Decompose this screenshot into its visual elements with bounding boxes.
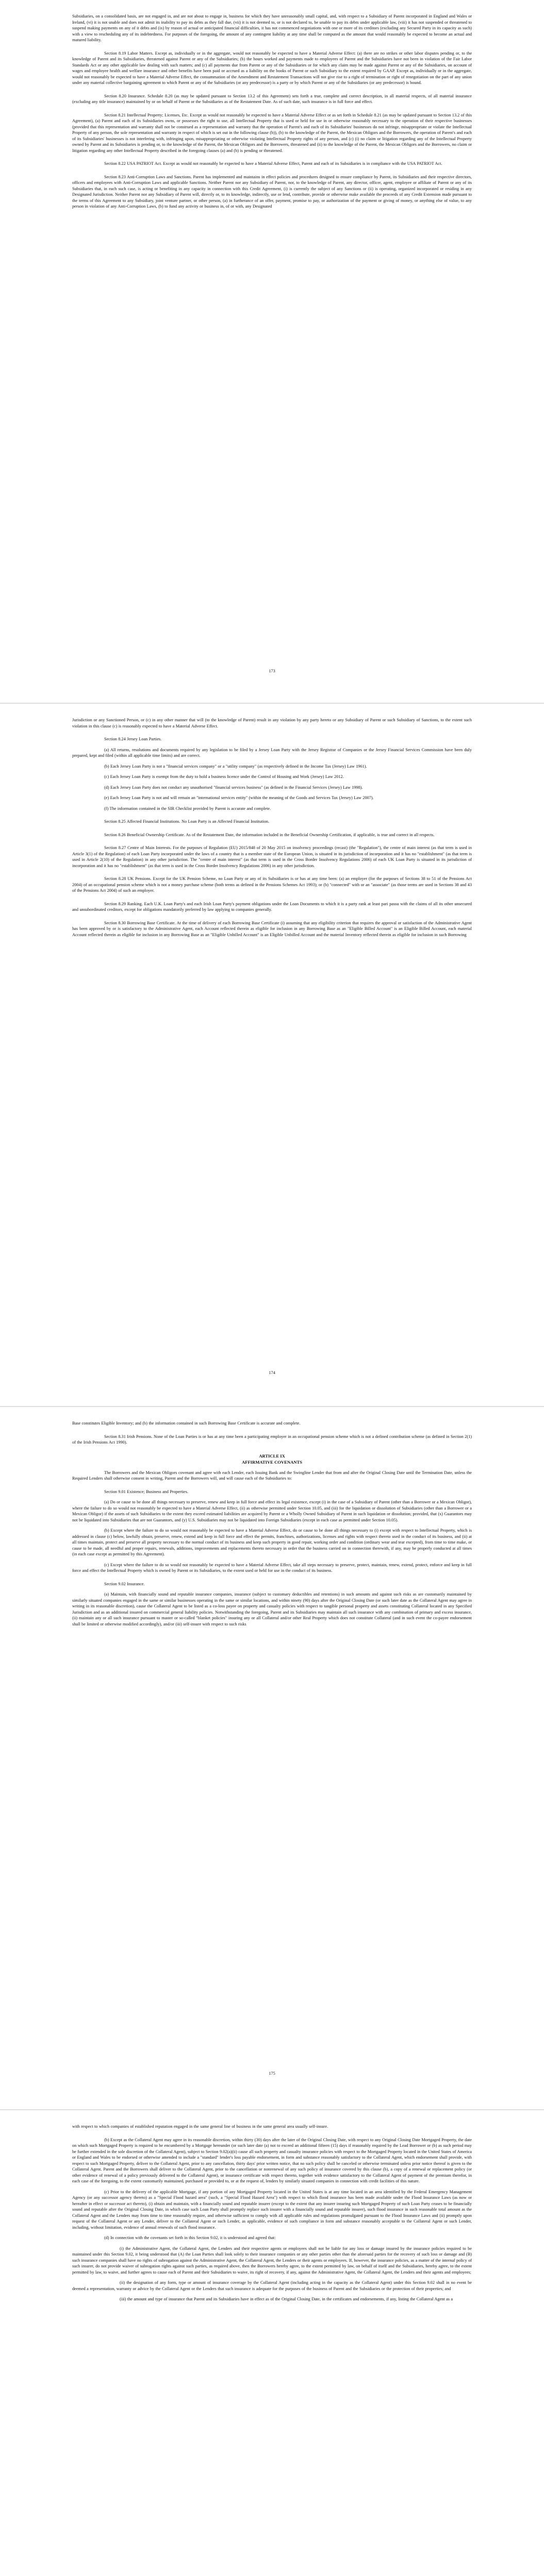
section-9-02-a: (a) Maintain, with financially sound and reputable insurance companies, insurance (subject to customary deductibles and retentions) in such amounts and against such risks as are customarily maintained by similarly situated companies engaged in the same or similar businesses operating in the same or similar locations, and within ninety (90) days after the Original Closing Date (or such later date as the Collateral Agent may agree in writing in its reasonable discretion), cause the Collateral Agent to be listed as a co-loss payee on property and casualty policies with respect to tangible personal property and assets constituting Collateral located in any Specified Jurisdiction and as an additional insured on commercial general liability policies. Notwithstanding the foregoing, Parent and its Subsidiaries may maintain all such insurance with any combination of primary and excess insurance, (ii) maintain any or all such insurance pursuant to master or so-called "blanket policies" insuring any or all Collateral and/or other Real Property which does not constitute Collateral (and in such event the co-payee endorsement shall be limited or otherwise modified accordingly), and/or (iii) self-insure with respect to such risks <box>72 1592 472 1626</box>
document-page-173 <box>0 0 544 703</box>
section-8-20-insurance: Section 8.20 Insurance. Schedule 8.20 (as may be updated pursuant to Section 13.2 of this Agreement) sets forth a true, complete and correct description, in all material respects, of all material insurance (excluding any title insurance) maintained by or on behalf of Parent or the Subsidiaries as of the Restatement Date. As of such date, such insurance is in full force and effect. <box>72 93 472 104</box>
page-number: 175 <box>269 2071 275 2076</box>
paragraph-solvency-continued: Subsidiaries, on a consolidated basis, are not engaged in, and are not about to engage in, business for which they have unreasonably small capital, and, with respect to a Subsidiary of Parent incorporated in England and Wales or Ireland, (vi) it is not unable and does not admit its inability to pay its debts as they fall due, (vii) it is not deemed to, or is not declared to, be unable to pay its debts under applicable law, (viii) it has not suspended or threatened to suspend making payments on any of it debts and (ix) by reason of actual or anticipated financial difficulties, it has not commenced negotiations with one or more of its creditors (excluding any Secured Party in its capacity as such) with a view to rescheduling any of its indebtedness. For purposes of the foregoing, the amount of any contingent liability at any time shall be computed as the amount that would reasonably be expected to become an actual and matured liability. <box>72 14 472 42</box>
section-8-25-affected-financial-institutions: Section 8.25 Affected Financial Institutions. No Loan Party is an Affected Financial Institution. <box>104 819 270 824</box>
article-number: ARTICLE IX <box>259 1453 285 1459</box>
section-8-30-borrowing-base-certificate: Section 8.30 Borrowing Base Certificate. At the time of delivery of each Borrowing Base Certificate (i) assuming that any eligibility criterion that requires the approval or satisfaction of the Administrative Agent has been approved by or is satisfactory to the Administrative Agent, each Account reflected therein as eligible for inclusion in any Borrowing Base as an "Eligible Billed Account" is an Eligible Billed Account, each material Account reflected therein as eligible for inclusion in any Borrowing Base as an "Eligible Unbilled Account" is an Eligible Unbilled Account and the material Inventory reflected therein as eligible for inclusion in such Borrowing <box>72 920 472 937</box>
section-9-01-b: (b) Except where the failure to do so would not reasonably be expected to have a Material Adverse Effect, do or cause to be done all things necessary to (i) except with respect to Intellectual Property, which is addressed in clause (c) below, lawfully obtain, preserve, renew, extend and keep in full force and effect the permits, franchises, authorizations, licenses and rights with respect thereto used in the conduct of its business, and (ii) at all times maintain, protect and preserve all property necessary to the normal conduct of its business and keep such property in good repair, working order and condition (ordinary wear and tear excepted), from time to time make, or cause to be made, all needful and proper repairs, renewals, additions, improvements and replacements thereto necessary in order that the business carried on in connection therewith, if any, may be properly conducted at all times (in each case except as permitted by this Agreement). <box>72 1528 472 1556</box>
section-9-02-heading: Section 9.02 Insurance. <box>104 1581 145 1586</box>
paragraph-borrowing-base-continued: Base constitutes Eligible Inventory; and (b) the information contained in such Borrowing Base Certificate is accurate and complete. <box>72 1421 301 1426</box>
section-8-23-anti-corruption: Section 8.23 Anti-Corruption Laws and Sanctions. Parent has implemented and maintains in effect policies and procedures designed to ensure compliance by Parent, its Subsidiaries and their respective directors, officers and employees with Anti-Corruption Laws and applicable Sanctions. Neither Parent nor any Subsidiary of Parent, nor, to the knowledge of Parent, any director, officer, agent, employee or affiliate of Parent or any of its Subsidiaries that, in each such case, is acting or benefiting in any capacity in connection with this Credit Agreement, (i) is currently the subject of any Sanctions or (ii) is operating, organized incorporated or residing in any Designated Jurisdiction. Neither Parent nor any Subsidiary of Parent will, directly or, to its knowledge, indirectly, use or lend, contribute, provide or otherwise make available the proceeds of any Credit Extension made pursuant to the terms of this Agreement to any Subsidiary, joint venture partner, or other person, (a) in furtherance of an offer, payment, promise to pay, or authorization of the payment or giving of money, or anything else of value, to any person in violation of any Anti-Corruption Laws, (b) to fund any activity or business in, of or with, any Designated <box>72 174 472 209</box>
section-9-02-d-ii: (ii) the designation of any form, type or amount of insurance coverage by the Collateral Agent (including acting in the capacity as the Collateral Agent) under this Section 9.02 shall in no event be deemed a representation, warranty or advice by the Collateral Agent or the Lenders that such insurance is adequate for the purposes of the business of Parent and the Subsidiaries or the protection of their properties; and <box>72 2280 472 2291</box>
section-8-28-uk-pensions: Section 8.28 UK Pensions. Except for the UK Pension Scheme, no Loan Party or any of its Subsidiaries is or has at any time been: (a) an employer (for the purposes of Sections 38 to 51 of the Pensions Act 2004) of an occupational pension scheme which is not a money purchase scheme (both terms as defined in the Pensions Schemes Act 1993); or (b) "connected" with or an "associate" (as those terms are used in Sections 38 and 43 of the Pensions Act 2004) of such an employer. <box>72 876 472 893</box>
section-8-22-usa-patriot-act: Section 8.22 USA PATRIOT Act. Except as would not reasonably be expected to have a Material Adverse Effect, Parent and each of its Subsidiaries is in compliance with the USA PATRIOT Act. <box>104 161 442 166</box>
section-9-01-c: (c) Except where the failure to do so would not reasonably be expected to have a Material Adverse Effect, take all steps necessary to preserve, protect, maintain, renew, extend, protect, enforce and keep in full force and effect the Intellectual Property which is owned by Parent or its Subsidiaries, to the extent used or held for use in the conduct of its business. <box>72 1562 472 1573</box>
document-page-175 <box>0 1407 544 2110</box>
section-8-24-d: (d) Each Jersey Loan Party does not conduct any unauthorised "financial services business" (as defined in the Financial Services (Jersey) Law 1998). <box>104 785 363 790</box>
section-8-21-intellectual-property: Section 8.21 Intellectual Property; Licenses, Etc. Except as would not reasonably be expected to have a Material Adverse Effect or as set forth in Schedule 8.21 (as may be updated pursuant to Section 13.2 of this Agreement), (a) Parent and each of its Subsidiaries owns, or possesses the right to use, all Intellectual Property that is used or held for use in or otherwise reasonably necessary to the operation of their respective businesses (provided that this representation and warranty shall not be construed as a representation and warranty that the operation of Parent's and each of its Subsidiaries' businesses do not infringe, misappropriate or violate the Intellectual Property of any person, the sole representation and warranty in respect of which is set out in the following clause (b)), (b) to the knowledge of the Parent, the Mexican Obligors and the Borrowers, the operation of Parent's and each of its Subsidiaries' businesses is not interfering with, infringing upon, misappropriating or otherwise violating Intellectual Property rights of any person, and (c) (i) no claim or litigation regarding any of the Intellectual Property owned by Parent and its Subsidiaries is pending or, to the knowledge of the Parent, the Mexican Obligors and the Borrowers, threatened and (ii) to the knowledge of the Parent, the Mexican Obligors and the Borrowers, no claim or litigation regarding any other Intellectual Property described in the foregoing clauses (a) and (b) is pending or threatened. <box>72 112 472 153</box>
page-number: 174 <box>269 1370 275 1375</box>
section-8-31-irish-pensions: Section 8.31 Irish Pensions. None of the Loan Parties is or has at any time been a participating employer in an occupational pension scheme which is not a defined contribution scheme (as defined in Section 2(1) of the Irish Pensions Act 1990). <box>72 1434 472 1445</box>
section-8-24-f: (f) The information contained in the SIR Checklist provided by Parent is accurate and complete. <box>104 806 271 811</box>
section-9-02-d-iii: (iii) the amount and type of insurance that Parent and its Subsidiaries have in effect as of the Original Closing Date, in the certificates and endorsements, if any, listing the Collateral Agent as a <box>120 2297 453 2301</box>
paragraph-sanctions-continued: Jurisdiction or any Sanctioned Person, or (c) in any other manner that will (to the knowledge of Parent) result in any violation by any party hereto or any Subsidiary of Parent or such Subsidiary of Sanctions, to the extent such violation in this clause (c) is reasonably expected to have a Material Adverse Effect. <box>72 718 472 728</box>
paragraph-insurance-continued: with respect to which companies of established reputation engaged in the same general line of business in the same general area usually self-insure. <box>72 2124 328 2129</box>
section-8-26-beneficial-ownership: Section 8.26 Beneficial Ownership Certificate. As of the Restatement Date, the information included in the Beneficial Ownership Certification, if applicable, is true and correct in all respects. <box>104 832 435 837</box>
section-9-01-heading: Section 9.01 Existence; Business and Properties. <box>104 1489 189 1494</box>
article-ix-intro: The Borrowers and the Mexican Obligors covenant and agree with each Lender, each Issuing Bank and the Swingline Lender that from and after the Original Closing Date until the Termination Date, unless the Required Lenders shall otherwise consent in writing, Parent and the Borrowers will, and will cause each of the Subsidiaries to: <box>72 1470 472 1481</box>
section-9-01-a: (a) Do or cause to be done all things necessary to preserve, renew and keep in full force and effect its legal existence, except (i) in the case of a Subsidiary of Parent (other than a Borrower or a Mexican Obligor), where the failure to do so would not reasonably be expected to have a Material Adverse Effect, (ii) as otherwise permitted under Section 10.05, and (iii) for the liquidation or dissolution of Subsidiaries (other than a Borrower or a Mexican Obligor) if the assets of such Subsidiaries to the extent they exceed estimated liabilities are acquired by Parent or a Wholly Owned Subsidiary of Parent in such liquidation or dissolution; provided, that (x) Guarantors may not be liquidated into Subsidiaries that are not Guarantors, and (y) U.S. Subsidiaries may not be liquidated into Foreign Subsidiaries (except in each case as permitted under Section 10.05). <box>72 1500 472 1522</box>
section-9-02-d-i: (i) the Administrative Agent, the Collateral Agent, the Lenders and their respective agents or employees shall not be liable for any loss or damage insured by the insurance policies required to be maintained under this Section 9.02, it being understood that (A) the Loan Parties shall look solely to their insurance companies or any other parties other than the aforesaid parties for the recovery of such loss or damage and (B) such insurance companies shall have no rights of subrogation against the Administrative Agent, the Collateral Agent, the Lenders or their agents or employees. If, however, the insurance policies, as a matter of the internal policy of such insurer, do not provide waiver of subrogation rights against such parties, as required above, then the Borrowers hereby agree, to the extent permitted by law, on behalf of itself and the Subsidiaries, hereby agree, to the extent permitted by law, to waive, and further agrees to cause each of Parent and their Subsidiaries to waive, its right of recovery, if any, against the Administrative Agent, the Collateral Agent, the Lenders and their agents and employees; <box>72 2246 472 2275</box>
section-8-29-ranking: Section 8.29 Ranking. Each U.K. Loan Party's and each Irish Loan Party's payment obligations under the Loan Documents to which it is a party rank at least pari passu with the claims of all its other unsecured and unsubordinated creditors, except for obligations mandatorily preferred by law applying to companies generally. <box>72 901 472 912</box>
section-9-02-b: (b) Except as the Collateral Agent may agree in its reasonable discretion, within thirty (30) days after the later of the Original Closing Date, with respect to any Original Closing Date Mortgaged Property, the date on which such Mortgaged Property is required to be encumbered by a Mortgage hereunder (or such later date (a) not to exceed an additional fifteen (15) days if reasonably required by the Lead Borrower or (b) as such period may be further extended in the sole discretion of the Collateral Agent), subject to Section 9.02(a)(ii) cause all such property and casualty insurance policies with respect to the Mortgaged Property located in the United States of America or England and Wales to be endorsed or otherwise amended to include a "standard" lender's loss payable endorsement, in form and substance reasonably satisfactory to the Collateral Agent, which endorsement shall provide, with respect to such Mortgaged Property, deliver to the Collateral Agent, prior to any cancellation, thirty days' prior written notice, that no such policy shall be canceled or otherwise terminated unless prior notice thereof is given to the Collateral Agent. Parent and the Borrowers shall deliver to the Collateral Agent, prior to the cancellation or nonrenewal of any such policy of insurance covered by this clause (b), a copy of a renewal or replacement policy (or other evidence of renewal of a policy previously delivered to the Collateral Agent), or insurance certificate with respect thereto, together with evidence satisfactory to the Collateral Agent of payment of the premium therefor, in each case of the foregoing, to the extent customarily maintained, purchased or provided to, or at the request of, lenders by similarly situated companies in connection with credit facilities of this nature. <box>72 2137 472 2183</box>
article-title: AFFIRMATIVE COVENANTS <box>241 1459 303 1465</box>
section-8-19-labor-matters: Section 8.19 Labor Matters. Except as, individually or in the aggregate, would not reasonably be expected to have a Material Adverse Effect: (a) there are no strikes or other labor disputes pending or, to the knowledge of Parent and its Subsidiaries, threatened against Parent or any of the Subsidiaries; (b) the hours worked and payments made to employees of Parent and the Subsidiaries have not been in violation of the Fair Labor Standards Act or any other applicable law dealing with such matters; and (c) all payments due from Parent or any of the Subsidiaries or for which any claim may be made against Parent or any of the Subsidiaries, on account of wages and employee health and welfare insurance and other benefits have been paid or accrued as a liability on the books of Parent or such Subsidiary to the extent required by GAAP. Except as, individually or in the aggregate, would not reasonably be expected to have a Material Adverse Effect, the consummation of the Amendment and Restatement Transactions will not give rise to a right of termination or right of renegotiation on the part of any union under any material collective bargaining agreement to which Parent or any of the Subsidiaries (or any predecessor) is a party or by which Parent or any of the Subsidiaries (or any predecessor) is bound. <box>72 50 472 85</box>
section-9-02-d: (d) In connection with the covenants set forth in this Section 9.02, it is understood and agreed that: <box>104 2235 276 2240</box>
section-8-24-e: (e) Each Jersey Loan Party is not and will remain an "international services entity" (within the meaning of the Goods and Services Tax (Jersey) Law 2007). <box>104 795 374 800</box>
section-8-24-a: (a) All returns, resolutions and documents required by any legislation to be filed by a Jersey Loan Party with the Jersey Registrar of Companies or the Jersey Financial Services Commission have been duly prepared, kept and filed (within all applicable time limits) and are correct. <box>72 747 472 758</box>
section-8-27-centre-of-main-interests: Section 8.27 Centre of Main Interests. For the purposes of Regulation (EU) 2015/848 of 20 May 2015 on insolvency proceedings (recast) (the "Regulation"), the centre of main interest (as that term is used in Article 3(1) of the Regulation) of each Loan Party incorporated under the laws of a country that is a member state of the European Union, is situated in its jurisdiction of incorporation and it has no "establishment" (as that term is used in Article 2(10) of the Regulation) in any other jurisdiction. The "centre of main interest" (as that term is used in the Cross Border Insolvency Regulations 2006) of each UK Loan Party is situated in its jurisdiction of incorporation and it has no "establishment" (as that term is used in the Cross Border Insolvency Regulations 2006) in any other jurisdiction. <box>72 845 472 868</box>
page-number: 173 <box>269 669 275 673</box>
document-page-174 <box>0 704 544 1406</box>
section-8-24-c: (c) Each Jersey Loan Party is exempt from the duty to hold a business licence under the Control of Housing and Work (Jersey) Law 2012. <box>104 774 344 779</box>
section-8-24-b: (b) Each Jersey Loan Party is not a "financial services company" or a "utility company" (as respectively defined in the Income Tax (Jersey) Law 1961). <box>104 764 367 769</box>
document-page-176 <box>0 2110 544 2576</box>
section-8-24-heading: Section 8.24 Jersey Loan Parties. <box>104 737 162 741</box>
section-9-02-c: (c) Prior to the delivery of the applicable Mortgage, if any portion of any Mortgaged Property located in the United States is at any time located in an area identified by the Federal Emergency Management Agency (or any successor agency thereto) as a "Special Flood hazard area" (such, a "Special Flood Hazard Area") with respect to which flood insurance has been made available under the Flood Insurance Laws (as now or hereafter in effect or successor act thereto), (i) obtain and maintain, with a financially sound and reputable insurer (except to the extent that any insurer insuring such Mortgaged Property of such Loan Party ceases to be financially sound and reputable after the Original Closing Date, in which case such Loan Party shall promptly replace such insurer with a financially sound and reputable insurer), such flood insurance in such reasonable total amount as the Collateral Agent and the Lenders may from time to time reasonably require, and otherwise sufficient to comply with all applicable rules and regulations promulgated pursuant to the Flood Insurance Laws and (ii) promptly upon request of the Collateral Agent or any Lender, deliver to the Collateral Agent or such Lender, as applicable, evidence of such compliance in form and substance reasonably acceptable to the Collateral Agent or such Lender, including, without limitation, evidence of annual renewals of such flood insurance. <box>72 2189 472 2230</box>
